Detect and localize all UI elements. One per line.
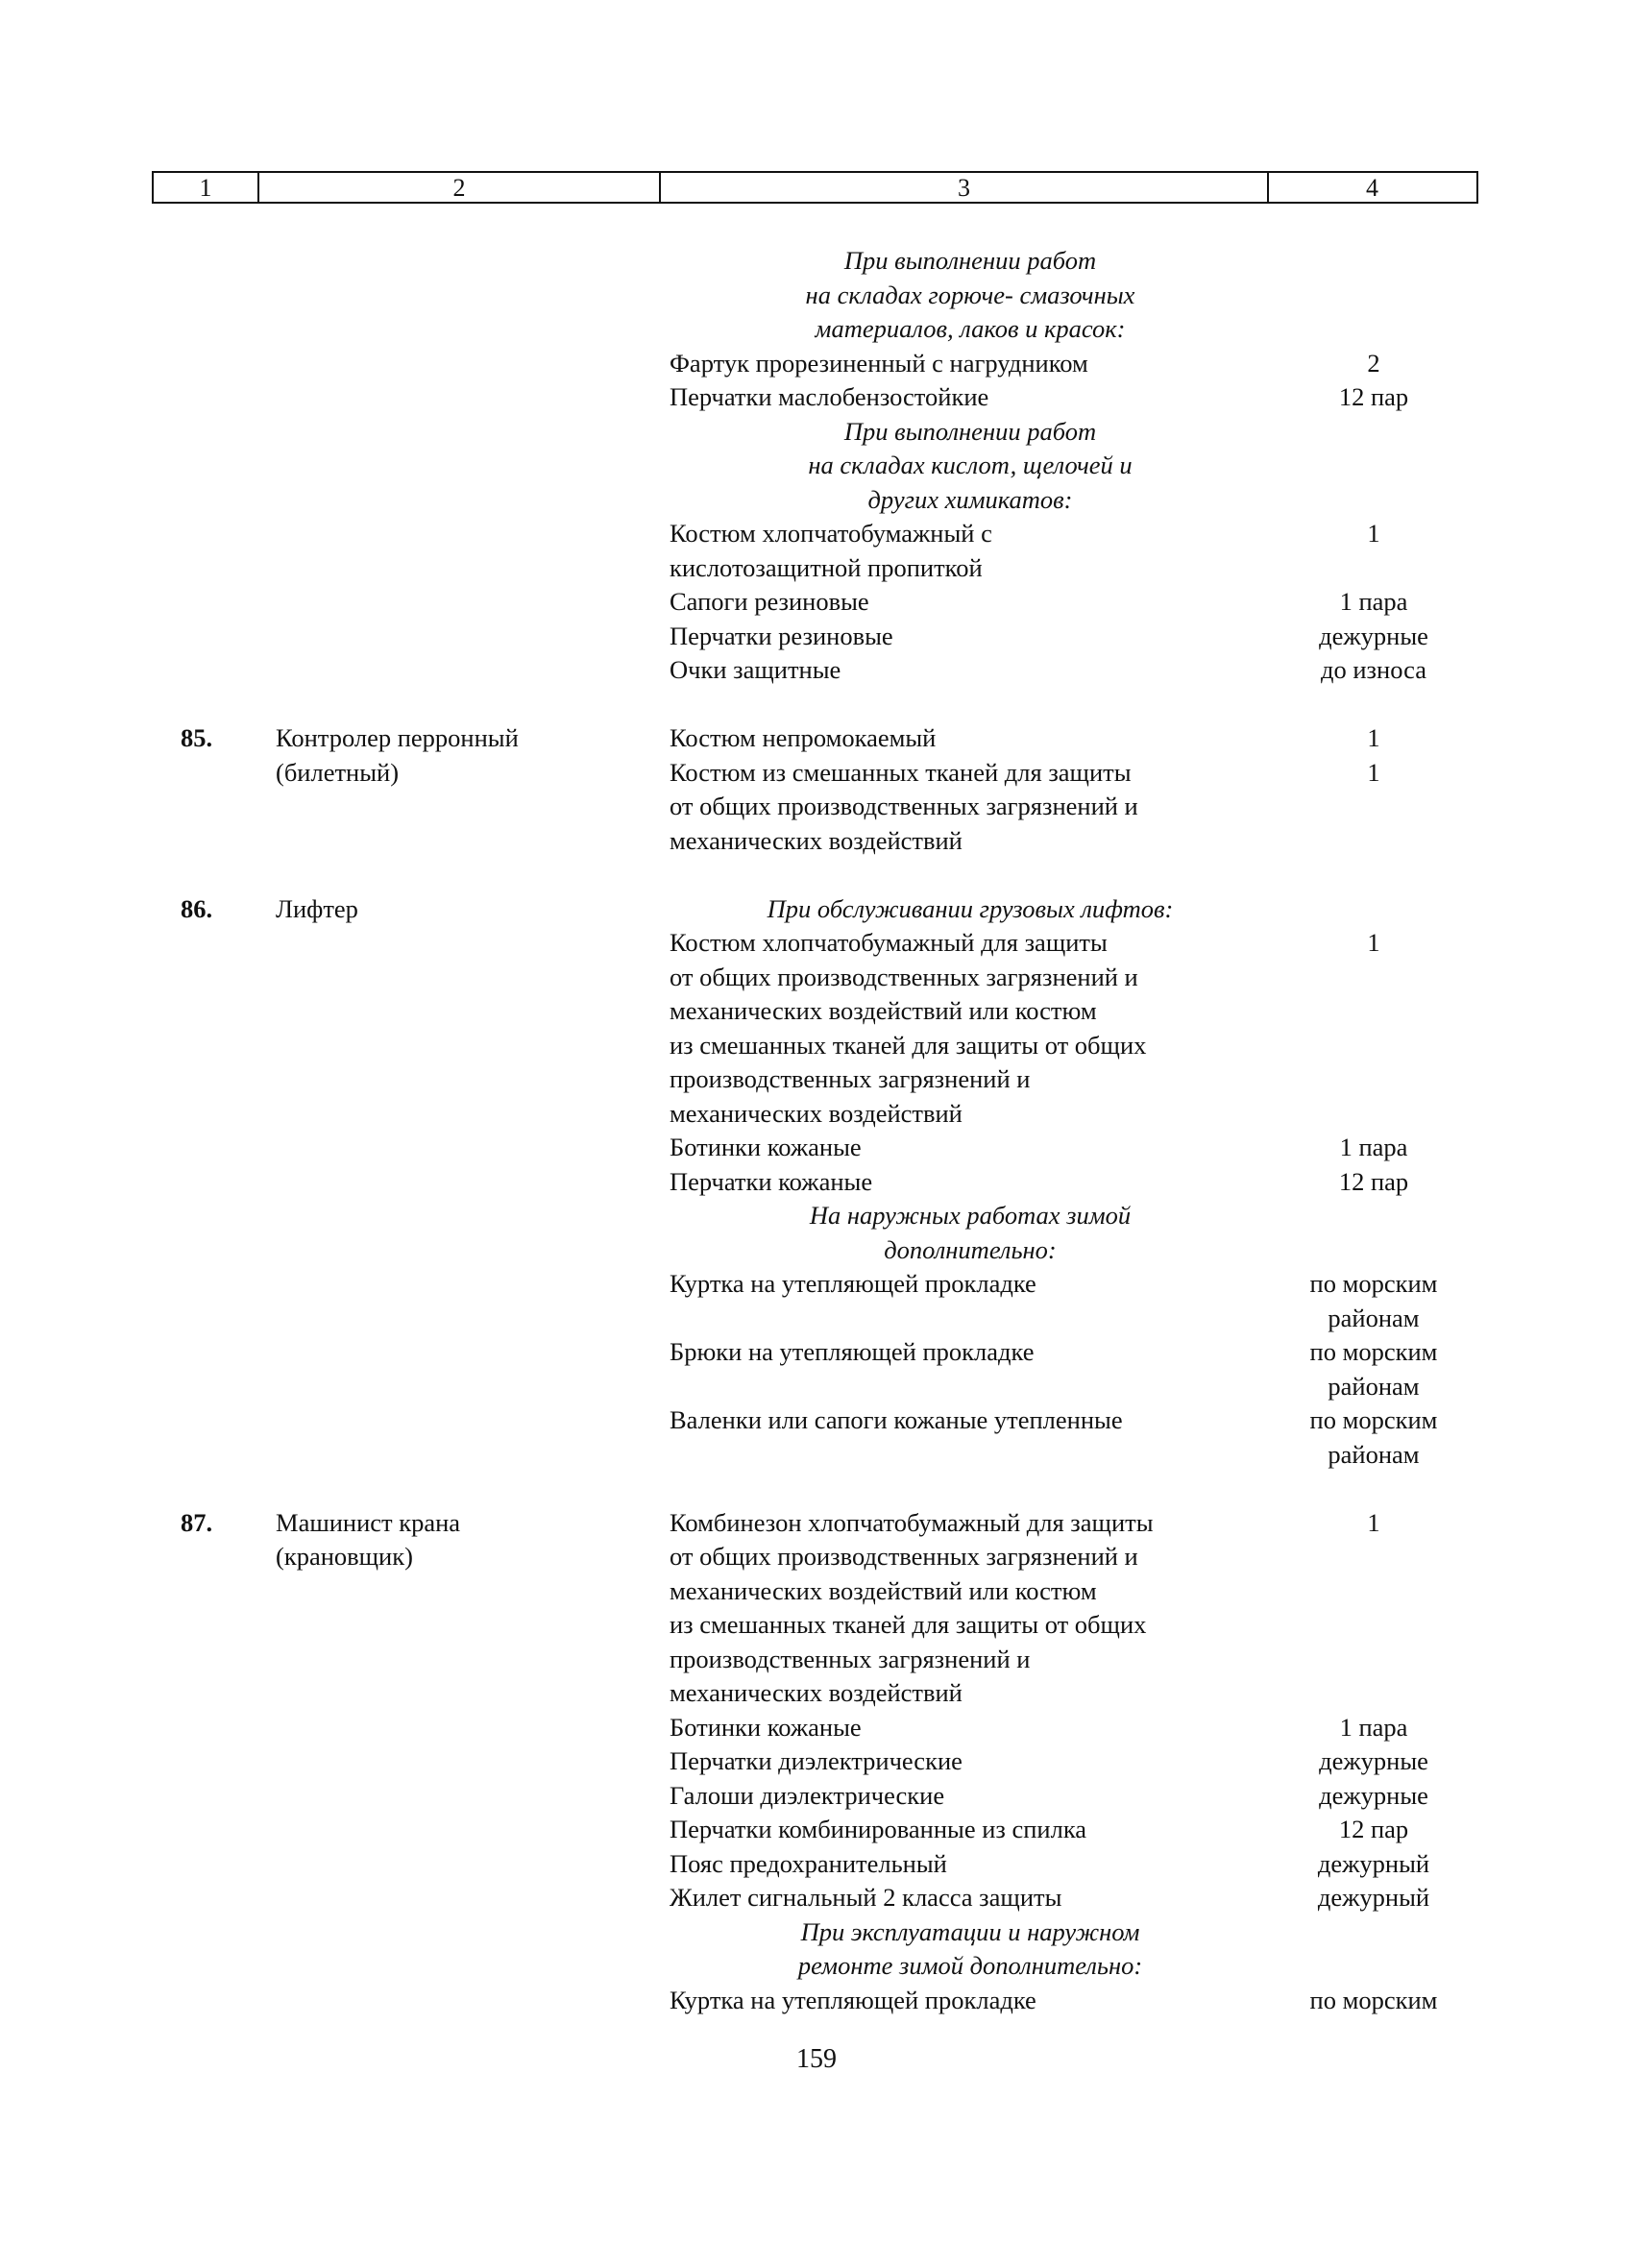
protective-item: Ботинки кожаные: [670, 1133, 862, 1161]
row-line: [0, 1949, 1633, 1984]
protective-item: от общих производственных загрязнений и: [670, 962, 1138, 991]
norm-quantity: 1 пара: [1339, 587, 1408, 616]
row-line: [0, 1643, 1633, 1677]
row-line: [0, 1029, 1633, 1063]
protective-item: механических воздействий: [670, 825, 963, 855]
occupation: (крановщик): [276, 1542, 413, 1571]
protective-item: кислотозащитной пропиткой: [670, 552, 983, 582]
row-gap: [0, 688, 1633, 722]
row-line: [0, 1062, 1633, 1097]
protective-item: Фартук прорезиненный с нагрудником: [670, 348, 1088, 378]
norm-quantity: районам: [1328, 1439, 1420, 1469]
condition-heading: При выполнении работ: [843, 416, 1097, 446]
row-line: [0, 1540, 1633, 1574]
protective-item: Костюм непромокаемый: [670, 723, 937, 752]
header-col-2: 2: [259, 173, 661, 202]
norm-quantity: дежурные: [1319, 1780, 1428, 1810]
row-line: [0, 1438, 1633, 1473]
protective-item: Перчатки маслобензостойкие: [670, 382, 989, 411]
occupation: (билетный): [276, 757, 400, 787]
header-col-1: 1: [154, 173, 259, 202]
row-gap: [0, 858, 1633, 892]
norm-quantity: 1 пара: [1339, 1712, 1408, 1742]
row-line: [0, 1813, 1633, 1847]
protective-item: механических воздействий или костюм: [670, 996, 1097, 1025]
protective-item: Комбинезон хлопчатобумажный для защиты: [670, 1507, 1154, 1537]
row-line: [0, 994, 1633, 1029]
page-number: 159: [796, 2044, 837, 2074]
protective-item: Перчатки кожаные: [670, 1166, 873, 1196]
protective-item: из смешанных тканей для защиты от общих: [670, 1610, 1147, 1639]
row-line: [0, 279, 1633, 313]
row-line: [0, 1097, 1633, 1132]
row-line: [0, 1233, 1633, 1268]
occupation: Лифтер: [276, 893, 358, 923]
row-line: [0, 1267, 1633, 1302]
protective-item: Костюм хлопчатобумажный для защиты: [670, 928, 1108, 957]
protective-item: Сапоги резиновые: [670, 587, 869, 616]
protective-item: Перчатки диэлектрические: [670, 1746, 963, 1775]
table-row: [0, 721, 1633, 858]
header-col-3: 3: [661, 173, 1269, 202]
norm-quantity: дежурный: [1317, 1848, 1430, 1878]
row-line: [0, 244, 1633, 279]
norm-quantity: 1: [1367, 928, 1380, 957]
protective-item: Перчатки резиновые: [670, 621, 893, 650]
row-line: [0, 1302, 1633, 1336]
protective-item: Очки защитные: [670, 655, 841, 684]
protective-item: Перчатки комбинированные из спилка: [670, 1815, 1087, 1843]
row-line: [0, 1199, 1633, 1233]
norm-quantity: районам: [1328, 1303, 1420, 1332]
protective-item: механических воздействий: [670, 1098, 963, 1128]
row-line: [0, 1506, 1633, 1541]
protective-item: от общих производственных загрязнений и: [670, 792, 1138, 820]
condition-heading: материалов, лаков и красок:: [815, 314, 1126, 343]
row-number: 86.: [181, 893, 213, 923]
protective-item: производственных загрязнений и: [670, 1644, 1031, 1673]
row-line: [0, 1744, 1633, 1779]
row-line: [0, 756, 1633, 791]
norm-quantity: дежурный: [1317, 1883, 1430, 1912]
condition-heading: На наружных работах зимой: [809, 1201, 1132, 1230]
protective-item: Ботинки кожаные: [670, 1712, 862, 1742]
condition-heading: на складах кислот, щелочей и: [808, 451, 1133, 479]
row-line: [0, 1370, 1633, 1404]
protective-item: Галоши диэлектрические: [670, 1780, 945, 1810]
row-line: [0, 449, 1633, 483]
row-line: [0, 653, 1633, 688]
norm-quantity: до износа: [1321, 655, 1426, 684]
condition-heading: При эксплуатации и наружном: [800, 1916, 1140, 1946]
occupation: Контролер перронный: [276, 723, 519, 752]
row-line: [0, 1915, 1633, 1950]
norm-quantity: 12 пар: [1338, 1166, 1409, 1196]
row-line: [0, 721, 1633, 756]
norm-quantity: 12 пар: [1338, 382, 1409, 411]
norm-quantity: 1: [1367, 723, 1380, 752]
condition-heading: При выполнении работ: [843, 246, 1097, 275]
norm-quantity: дежурные: [1319, 1746, 1428, 1775]
row-line: [0, 1335, 1633, 1370]
protective-item: Валенки или сапоги кожаные утепленные: [670, 1405, 1123, 1434]
protective-item: Куртка на утепляющей прокладке: [670, 1985, 1036, 2014]
row-line: [0, 790, 1633, 824]
row-line: [0, 1403, 1633, 1438]
table-row: [0, 1506, 1633, 2018]
row-line: [0, 1984, 1633, 2018]
table-body: [0, 244, 1633, 2017]
protective-item: от общих производственных загрязнений и: [670, 1542, 1138, 1571]
row-line: [0, 380, 1633, 415]
protective-item: из смешанных тканей для защиты от общих: [670, 1030, 1147, 1060]
condition-heading: ремонте зимой дополнительно:: [797, 1951, 1143, 1980]
condition-heading: на складах горюче- смазочных: [805, 280, 1135, 309]
condition-heading: При обслуживании грузовых лифтов:: [767, 893, 1174, 923]
table-row: [0, 244, 1633, 688]
row-line: [0, 347, 1633, 381]
row-line: [0, 312, 1633, 347]
header-col-4: 4: [1366, 174, 1378, 202]
row-line: [0, 1779, 1633, 1814]
row-line: [0, 517, 1633, 551]
row-gap: [0, 1472, 1633, 1506]
protective-item: Куртка на утепляющей прокладке: [670, 1269, 1036, 1298]
protective-item: Жилет сигнальный 2 класса защиты: [670, 1883, 1062, 1912]
norm-quantity: 1: [1367, 757, 1380, 787]
row-line: [0, 1165, 1633, 1200]
row-line: [0, 1847, 1633, 1882]
row-number: 85.: [181, 723, 213, 752]
norm-quantity: 2: [1367, 348, 1380, 378]
protective-item: Костюм из смешанных тканей для защиты: [670, 757, 1132, 787]
table-row: [0, 892, 1633, 1473]
protective-item: механических воздействий или костюм: [670, 1575, 1097, 1605]
row-line: [0, 926, 1633, 961]
protective-item: Костюм хлопчатобумажный с: [670, 519, 992, 548]
row-line: [0, 892, 1633, 927]
row-line: [0, 1676, 1633, 1711]
norm-quantity: дежурные: [1319, 621, 1428, 650]
row-line: [0, 1608, 1633, 1643]
norm-quantity: по морским: [1309, 1269, 1438, 1298]
occupation: Машинист крана: [276, 1507, 461, 1537]
row-line: [0, 483, 1633, 518]
protective-item: Пояс предохранительный: [670, 1848, 947, 1878]
norm-quantity: районам: [1328, 1371, 1420, 1401]
row-line: [0, 824, 1633, 859]
row-line: [0, 1131, 1633, 1165]
norm-quantity: 1: [1367, 1507, 1380, 1537]
norm-quantity: по морским: [1309, 1985, 1438, 2014]
row-line: [0, 620, 1633, 654]
protective-item: производственных загрязнений и: [670, 1064, 1031, 1093]
row-line: [0, 961, 1633, 995]
row-number: 87.: [181, 1507, 213, 1537]
row-line: [0, 1711, 1633, 1745]
norm-quantity: 1: [1367, 519, 1380, 548]
table-header: [152, 171, 1478, 204]
norm-quantity: по морским: [1309, 1337, 1438, 1366]
norm-quantity: 1 пара: [1339, 1133, 1408, 1161]
protective-item: механических воздействий: [670, 1678, 963, 1707]
norm-quantity: по морским: [1309, 1405, 1438, 1434]
row-line: [0, 551, 1633, 586]
norm-quantity: 12 пар: [1338, 1815, 1409, 1843]
row-line: [0, 415, 1633, 450]
row-line: [0, 1574, 1633, 1609]
row-line: [0, 1881, 1633, 1915]
protective-item: Брюки на утепляющей прокладке: [670, 1337, 1035, 1366]
condition-heading: дополнительно:: [884, 1234, 1057, 1264]
condition-heading: других химикатов:: [867, 484, 1073, 514]
row-line: [0, 585, 1633, 620]
